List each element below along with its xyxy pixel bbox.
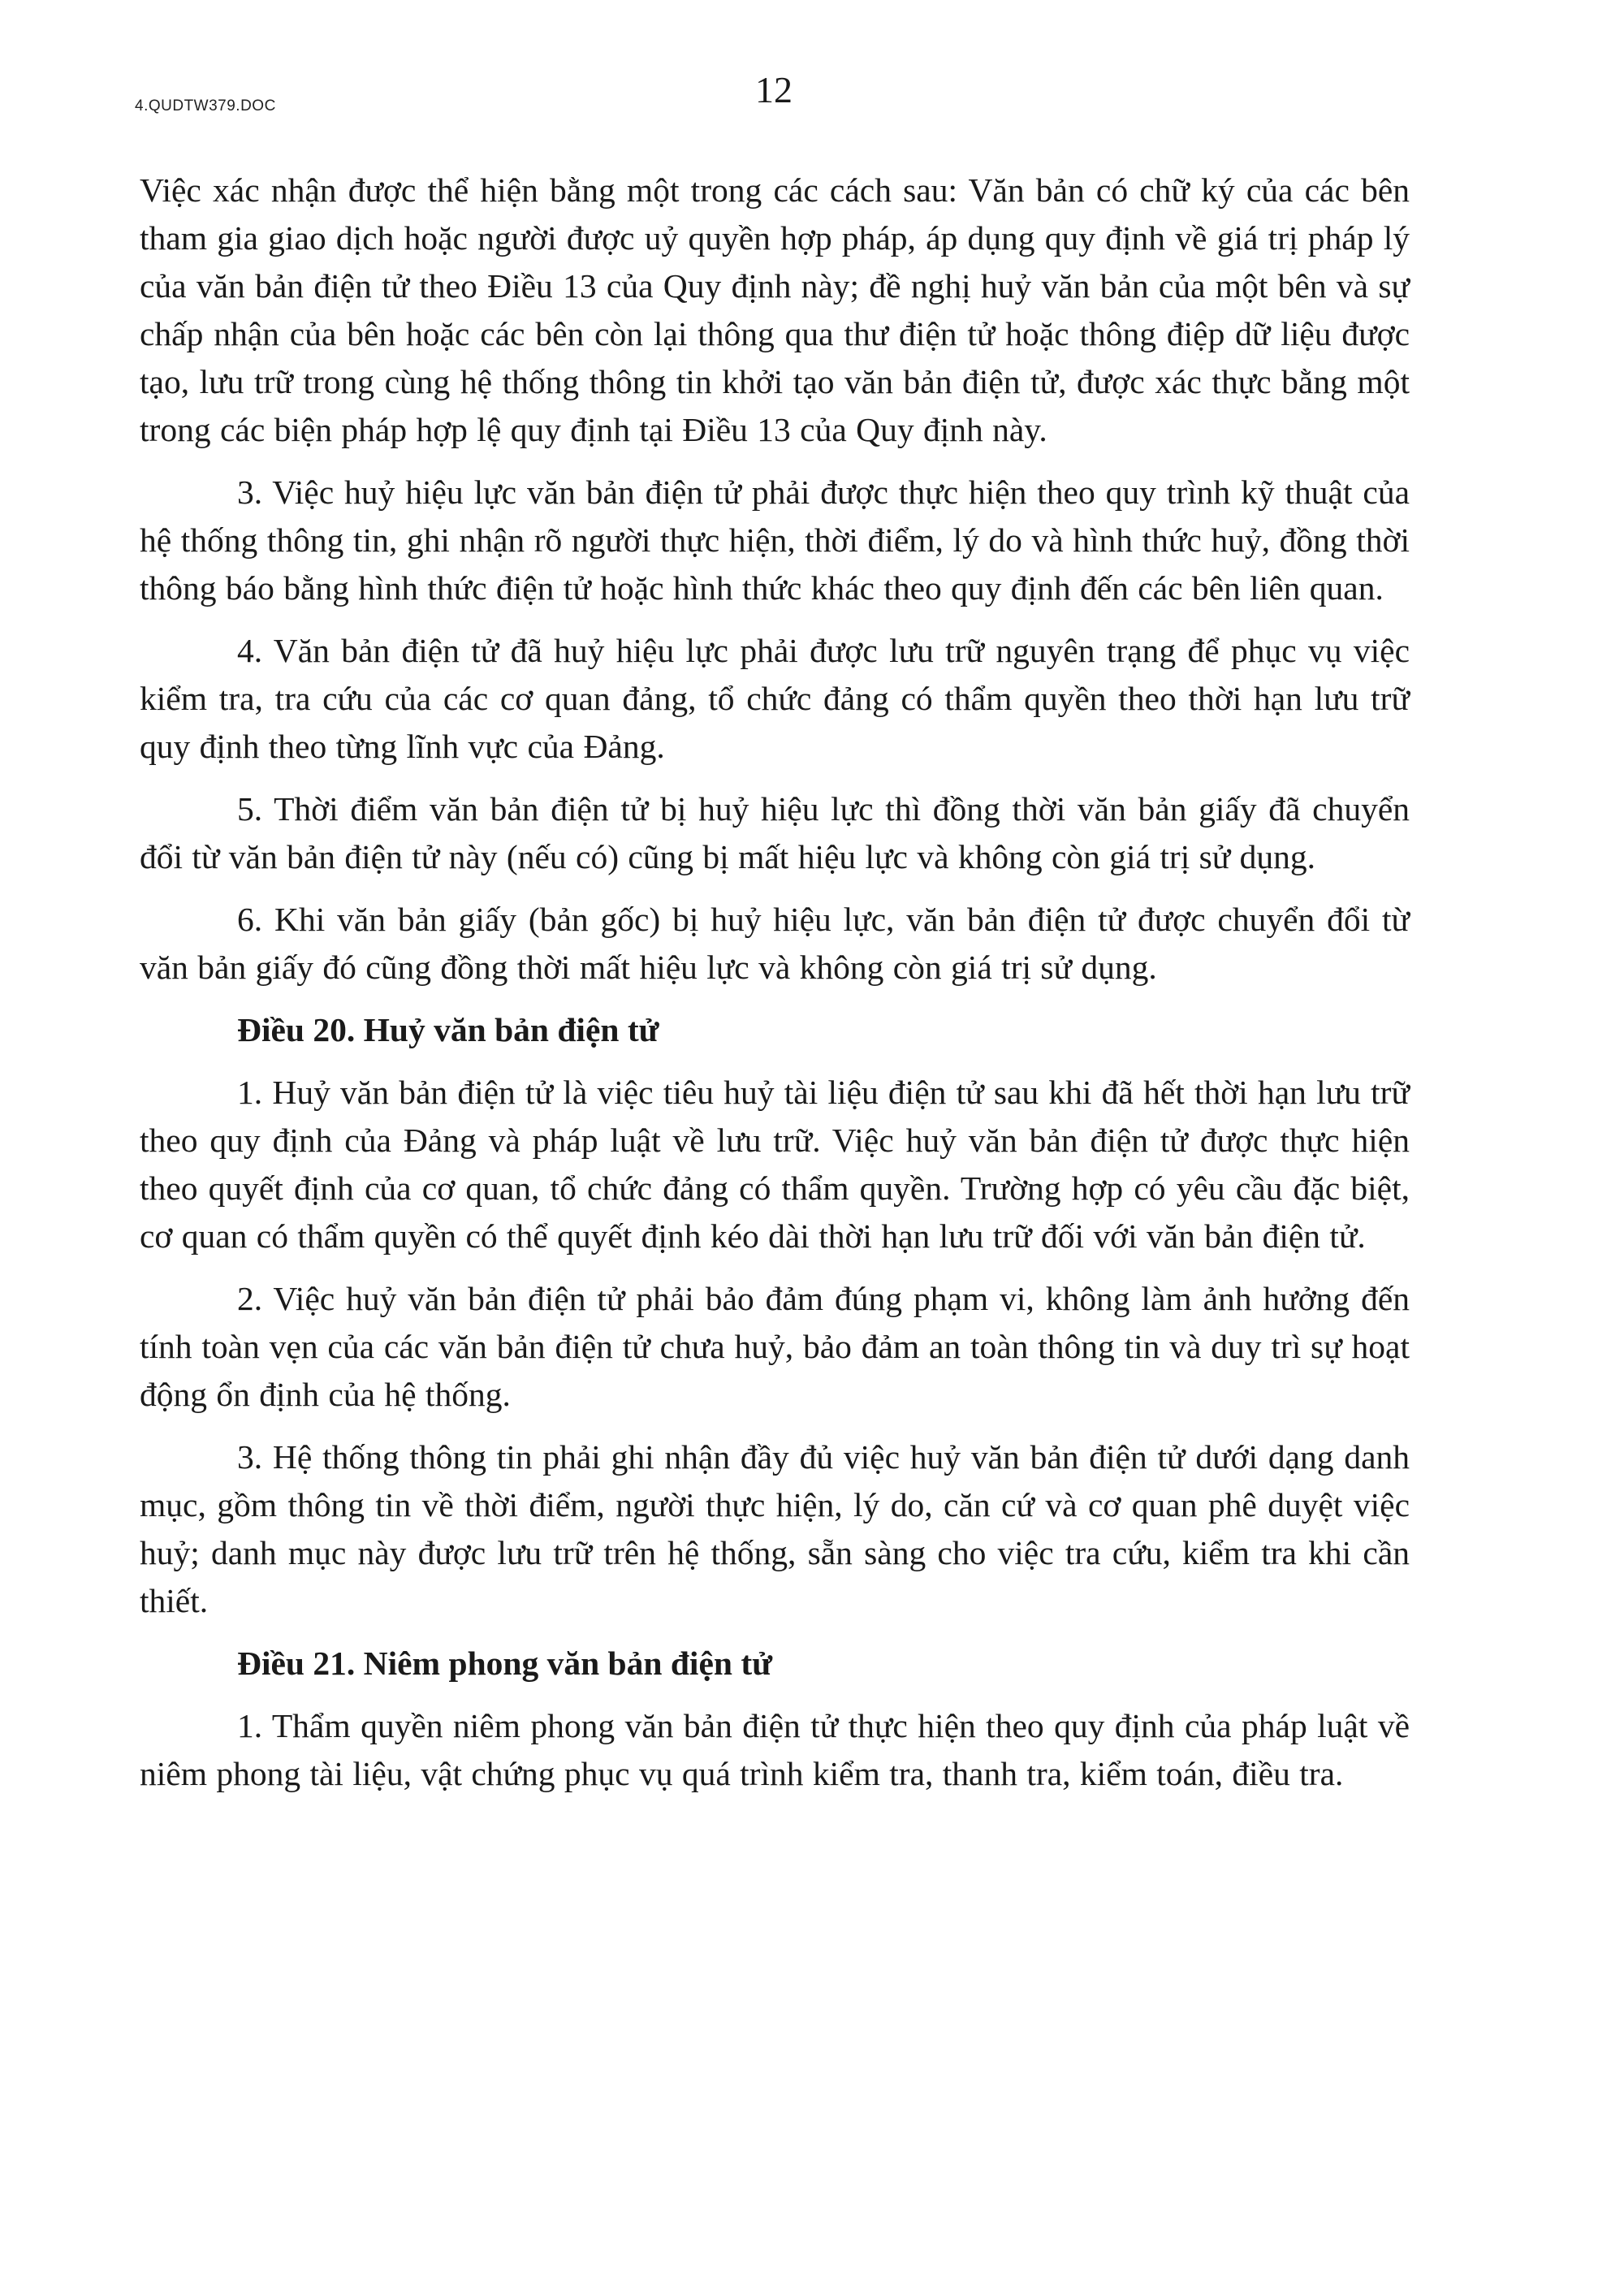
- paragraph-article-20-clause-2: 2. Việc huỷ văn bản điện tử phải bảo đảm đúng phạm vi, không làm ảnh hưởng đến tính toàn vẹn của các văn bản điện tử chưa huỷ, bảo đảm an toàn thông tin và duy trì sự hoạt động ổn định của hệ thống.: [140, 1280, 1410, 1413]
- paragraph-article-20-clause-1: 1. Huỷ văn bản điện tử là việc tiêu huỷ tài liệu điện tử sau khi đã hết thời hạn lưu trữ theo quy định của Đảng và pháp luật về lưu trữ. Việc huỷ văn bản điện tử được thực hiện theo quyết định của cơ quan, tổ chức đảng có thẩm quyền. Trường hợp có yêu cầu đặc biệt, cơ quan có thẩm quyền có thể quyết định kéo dài thời hạn lưu trữ đối với văn bản điện tử.: [140, 1074, 1410, 1255]
- document-body: [140, 166, 1410, 1798]
- paragraph-clause-3-revocation-procedure: 3. Việc huỷ hiệu lực văn bản điện tử phải được thực hiện theo quy trình kỹ thuật của hệ thống thông tin, ghi nhận rõ người thực hiện, thời điểm, lý do và hình thức huỷ, đồng thời thông báo bằng hình thức điện tử hoặc hình thức khác theo quy định đến các bên liên quan.: [140, 473, 1410, 607]
- paragraph-article-20-clause-3: 3. Hệ thống thông tin phải ghi nhận đầy đủ việc huỷ văn bản điện tử dưới dạng danh mục, gồm thông tin về thời điểm, người thực hiện, lý do, căn cứ và cơ quan phê duyệt việc huỷ; danh mục này được lưu trữ trên hệ thống, sẵn sàng cho việc tra cứu, kiểm tra khi cần thiết.: [140, 1438, 1410, 1619]
- document-file-name: 4.QUDTW379.DOC: [135, 97, 276, 115]
- article-21-heading: Điều 21. Niêm phong văn bản điện tử: [237, 1645, 773, 1682]
- page-number: 12: [755, 69, 793, 110]
- paragraph-confirmation-methods: Việc xác nhận được thể hiện bằng một trong các cách sau: Văn bản có chữ ký của các bên tham gia giao dịch hoặc người được uỷ quyền hợp pháp, áp dụng quy định về giá trị pháp lý của văn bản điện tử theo Điều 13 của Quy định này; đề nghị huỷ văn bản của một bên và sự chấp nhận của bên hoặc các bên còn lại thông qua thư điện tử hoặc thông điệp dữ liệu được tạo, lưu trữ trong cùng hệ thống thông tin khởi tạo văn bản điện tử, được xác thực bằng một trong các biện pháp hợp lệ quy định tại Điều 13 của Quy định này.: [140, 171, 1410, 448]
- paragraph-clause-5-paper-copy-invalid: 5. Thời điểm văn bản điện tử bị huỷ hiệu lực thì đồng thời văn bản giấy đã chuyển đổi từ văn bản điện tử này (nếu có) cũng bị mất hiệu lực và không còn giá trị sử dụng.: [140, 790, 1410, 875]
- paragraph-article-21-clause-1: 1. Thẩm quyền niêm phong văn bản điện tử thực hiện theo quy định của pháp luật về niêm phong tài liệu, vật chứng phục vụ quá trình kiểm tra, thanh tra, kiểm toán, điều tra.: [140, 1707, 1410, 1792]
- paragraph-clause-4-revoked-storage: 4. Văn bản điện tử đã huỷ hiệu lực phải được lưu trữ nguyên trạng để phục vụ việc kiểm tra, tra cứu của các cơ quan đảng, tổ chức đảng có thẩm quyền theo thời hạn lưu trữ quy định theo từng lĩnh vực của Đảng.: [140, 632, 1410, 765]
- paragraph-clause-6-original-paper-revoked: 6. Khi văn bản giấy (bản gốc) bị huỷ hiệu lực, văn bản điện tử được chuyển đổi từ văn bản giấy đó cũng đồng thời mất hiệu lực và không còn giá trị sử dụng.: [140, 901, 1410, 986]
- article-20-heading: Điều 20. Huỷ văn bản điện tử: [237, 1011, 659, 1048]
